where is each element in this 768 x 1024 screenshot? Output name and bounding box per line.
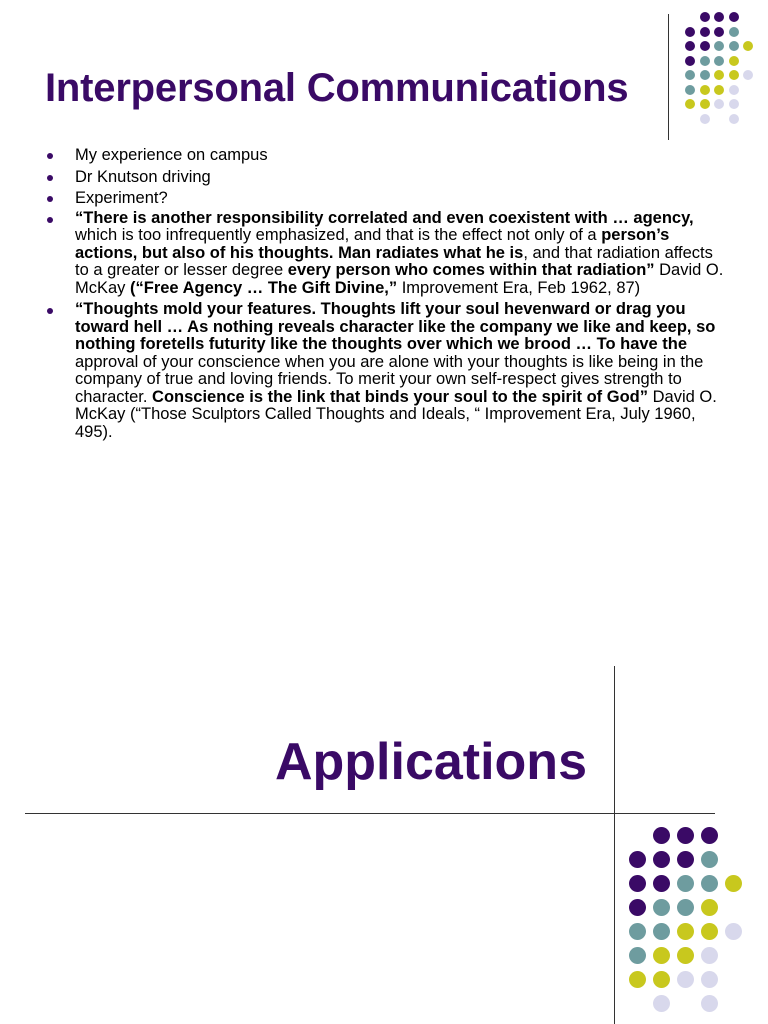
dot-icon — [685, 70, 695, 80]
bullet-item — [45, 210, 725, 298]
bullet-item — [45, 145, 725, 167]
bullet-item — [45, 301, 725, 441]
dot-icon — [714, 85, 724, 95]
dot-icon — [629, 923, 646, 940]
slide-2 — [0, 512, 768, 1024]
dot-icon — [700, 114, 710, 124]
dot-icon — [653, 875, 670, 892]
divider-vertical — [668, 14, 669, 140]
dot-icon — [725, 875, 742, 892]
dot-icon — [653, 947, 670, 964]
dot-icon — [700, 27, 710, 37]
dot-icon — [653, 827, 670, 844]
divider-horizontal — [25, 813, 715, 814]
dot-icon — [700, 41, 710, 51]
dot-icon — [653, 995, 670, 1012]
dot-icon — [700, 12, 710, 22]
dot-icon — [701, 947, 718, 964]
dot-icon — [653, 899, 670, 916]
dot-icon — [729, 27, 739, 37]
dot-icon — [743, 41, 753, 51]
dot-icon — [685, 56, 695, 66]
dot-icon — [653, 923, 670, 940]
dot-icon — [677, 971, 694, 988]
bullet-icon — [47, 196, 53, 202]
dot-icon — [677, 899, 694, 916]
text: Experiment? — [75, 189, 168, 207]
dot-icon — [729, 85, 739, 95]
slide-title: Interpersonal Communications — [45, 66, 629, 110]
dot-icon — [677, 827, 694, 844]
dot-icon — [729, 41, 739, 51]
dot-icon — [685, 99, 695, 109]
dot-icon — [685, 85, 695, 95]
dot-icon — [629, 899, 646, 916]
dot-icon — [685, 27, 695, 37]
bold-text: “There is another responsibility correlated and even coexistent with … agency, — [75, 208, 694, 227]
dot-icon — [677, 851, 694, 868]
text: Dr Knutson driving — [75, 167, 211, 186]
dot-icon — [729, 12, 739, 22]
dot-icon — [629, 971, 646, 988]
bullet-item — [45, 188, 725, 210]
dot-icon — [700, 99, 710, 109]
dot-icon — [701, 899, 718, 916]
bold-text: (“Free Agency … The Gift Divine,” — [130, 278, 398, 297]
dot-icon — [700, 56, 710, 66]
dot-icon — [714, 99, 724, 109]
dot-icon — [714, 70, 724, 80]
dot-icon — [653, 971, 670, 988]
bold-text: person’s actions, but also of his thoughts. Man radiates what he is — [75, 226, 670, 262]
text: Improvement Era, Feb 1962, 87) — [397, 278, 641, 297]
dot-icon — [714, 12, 724, 22]
dot-icon — [714, 41, 724, 51]
dot-icon — [714, 56, 724, 66]
text: which is too infrequently emphasized, and that is the effect not only of a — [75, 226, 602, 244]
divider-vertical — [614, 666, 615, 1024]
dot-icon — [729, 70, 739, 80]
dot-icon — [701, 923, 718, 940]
dot-icon — [701, 827, 718, 844]
dot-icon — [677, 923, 694, 940]
dot-icon — [729, 99, 739, 109]
dot-icon — [701, 851, 718, 868]
dot-icon — [701, 971, 718, 988]
text: David O. McKay — [75, 261, 724, 297]
bold-text: “Thoughts mold your features. Thoughts lift your soul hevenward or drag you toward hell … As nothing reveals character like the company we like and keep, so nothing foretells futurity like the thoughts over which we brood … To have the — [75, 300, 716, 353]
text: approval of your conscience when you are alone with your thoughts is like being in the company of true and loving friends. To merit your own self-respect gives strength to character. — [75, 352, 704, 406]
text: My experience on campus — [75, 146, 268, 164]
bullet-icon — [47, 308, 53, 314]
dot-icon — [729, 56, 739, 66]
bullet-icon — [47, 175, 53, 181]
slide-title: Applications — [274, 733, 587, 791]
dot-icon — [700, 70, 710, 80]
dot-icon — [725, 923, 742, 940]
bold-text: every person who comes within that radiation” — [287, 261, 655, 279]
bullet-list — [45, 145, 725, 445]
dot-icon — [629, 947, 646, 964]
dot-icon — [701, 995, 718, 1012]
dot-icon — [653, 851, 670, 868]
dot-icon — [743, 70, 753, 80]
dot-icon — [701, 875, 718, 892]
bullet-item — [45, 167, 725, 189]
dot-icon — [629, 851, 646, 868]
text: , and that radiation affects to a greater or lesser degree — [75, 243, 713, 279]
bullet-icon — [47, 153, 53, 159]
dot-icon — [729, 114, 739, 124]
dot-icon — [700, 85, 710, 95]
dot-icon — [629, 875, 646, 892]
text: David O. McKay (“Those Sculptors Called Thoughts and Ideals, “ Improvement Era, July 1960, 495). — [75, 387, 717, 441]
dot-icon — [677, 875, 694, 892]
bullet-icon — [47, 217, 53, 223]
dot-icon — [685, 41, 695, 51]
dot-icon — [714, 27, 724, 37]
dot-icon — [677, 947, 694, 964]
bold-text: Conscience is the link that binds your soul to the spirit of God” — [152, 387, 649, 406]
